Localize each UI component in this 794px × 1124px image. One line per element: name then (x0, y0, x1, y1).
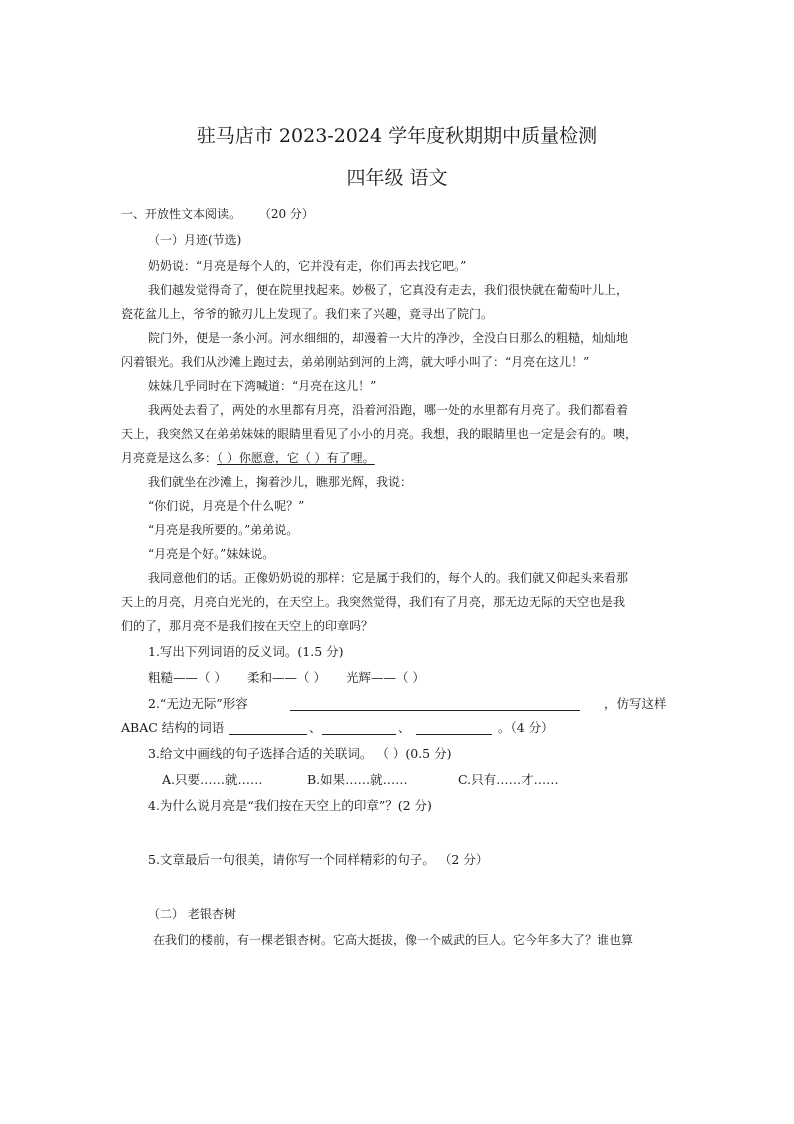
paragraph-line: 我同意他们的话。正像奶奶说的那样：它是属于我们的，每个人的。我们就又仰起头来看那 (148, 571, 629, 585)
paragraph-line: 奶奶说：“月亮是每个人的，它并没有走，你们再去找它吧。” (148, 259, 467, 273)
paragraph-line: 院门外，便是一条小河。河水细细的，却漫着一大片的净沙，全没白日那么的粗糙，灿灿地 (148, 331, 629, 345)
q2-blank-2[interactable] (322, 734, 396, 735)
paragraph-line: 妹妹几乎同时在下湾喊道：“月亮在这儿！” (148, 379, 377, 393)
paragraph-line: 我们就坐在沙滩上，掬着沙儿，瞧那光辉，我说： (148, 475, 413, 489)
q3-option-b[interactable]: B.如果……就…… (307, 772, 408, 787)
q2-score: 。（4 分） (498, 720, 554, 735)
passage-2-line: 在我们的楼前，有一棵老银杏树。它高大挺拔，像一个威武的巨人。它今年多大了？谁也算 (153, 933, 634, 947)
section-score: （20 分） (258, 207, 314, 221)
q2-blank-main[interactable] (290, 710, 580, 711)
q2-separator: 、 (398, 720, 411, 735)
q3-option-a[interactable]: A.只要……就…… (162, 772, 263, 787)
paragraph-line (121, 450, 375, 466)
question-1: 1.写出下列词语的反义词。(1.5 分) (148, 644, 344, 659)
exam-title: 驻马店市 2023-2024 学年度秋期期中质量检测 (196, 125, 598, 147)
paragraph-line: 我两处去看了，两处的水里都有月亮，沿着河沿跑，哪一处的水里都有月亮了。我们都看着 (148, 403, 629, 417)
paragraph-line: 天上的月亮，月亮白光光的，在天空上。我突然觉得，我们有了月亮，那无边无际的天空也是我 (121, 595, 626, 609)
paragraph-line: “月亮是我所要的。”弟弟说。 (148, 523, 299, 537)
question-4: 4.为什么说月亮是“我们按在天空上的印章”？(2 分) (148, 798, 432, 813)
section-heading-text: 一、开放性文本阅读。 (121, 207, 242, 221)
paragraph-line: “你们说，月亮是个什么呢？” (148, 499, 305, 513)
paragraph-line: 天上，我突然又在弟弟妹妹的眼睛里看见了小小的月亮。我想，我的眼睛里也一定是会有的。噢， (121, 427, 638, 441)
paragraph-line: 瓷花盆儿上，爷爷的锨刃儿上发现了。我们来了兴趣，竟寻出了院门。 (121, 307, 494, 321)
q2-blank-3[interactable] (416, 734, 492, 735)
paragraph-line: “月亮是个好。”妹妹说。 (148, 547, 275, 561)
question-5: 5.文章最后一句很美，请你写一个同样精彩的句子。 （2 分） (148, 852, 489, 867)
question-2: 2.“无边无际”形容 (148, 696, 248, 711)
paragraph-line: 我们越发觉得奇了，便在院里找起来。妙极了，它真没有走去，我们很快就在葡萄叶儿上， (148, 283, 629, 297)
passage-2-title: （二） 老银杏树 (148, 907, 236, 921)
passage-title: （一）月迹(节选) (148, 233, 242, 247)
q2-separator: 、 (309, 720, 322, 735)
q2-blank-1[interactable] (229, 734, 307, 735)
question-2-line2: ABAC 结构的词语 (121, 720, 225, 735)
q1-item[interactable]: 粗糙——（ ） (148, 670, 227, 685)
underlined-sentence: （ ）你愿意，它（ ）有了哩。 (217, 451, 375, 465)
section-heading (121, 206, 314, 222)
paragraph-line: 们的了，那月亮不是我们按在天空上的印章吗？ (121, 619, 374, 633)
paragraph-text: 月亮竟是这么多： (121, 451, 218, 465)
question-3: 3.给文中画线的句子选择合适的关联词。 （ ）(0.5 分) (148, 746, 452, 761)
q1-item[interactable]: 光辉——（ ） (345, 670, 425, 685)
exam-subtitle: 四年级 语文 (346, 167, 448, 189)
paragraph-line: 闪着银光。我们从沙滩上跑过去，弟弟刚站到河的上湾，就大呼小叫了：“月亮在这儿！” (121, 355, 590, 369)
q1-answer-row (148, 670, 425, 686)
q1-item[interactable]: 柔和——（ ） (246, 670, 326, 685)
q3-option-c[interactable]: C.只有……才…… (458, 772, 559, 787)
question-2-cont: ，仿写这样 (604, 696, 667, 711)
